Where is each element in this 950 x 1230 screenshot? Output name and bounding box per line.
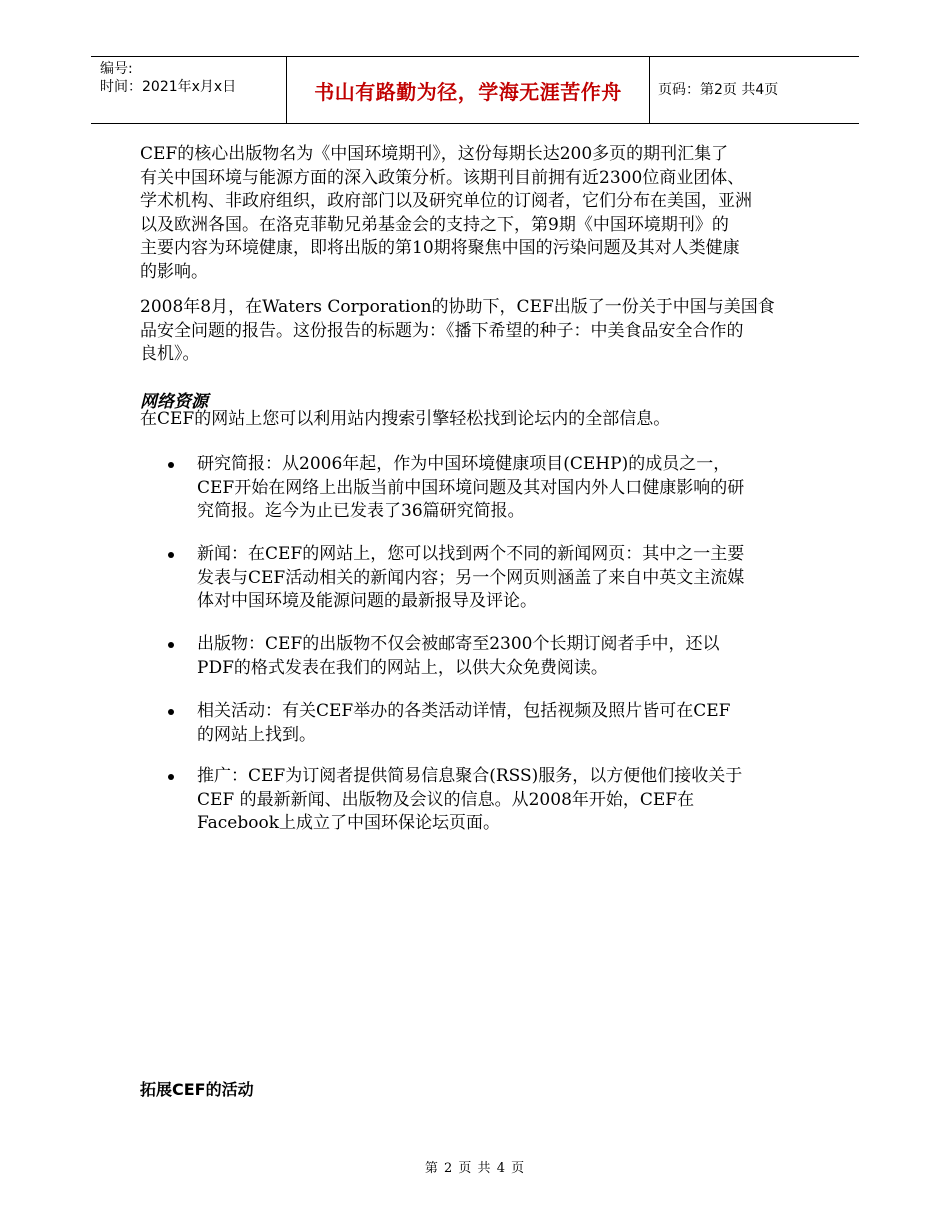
text-line: 品安全问题的报告。这份报告的标题为：《播下希望的种子：中美食品安全合作的 [140,320,744,341]
text-line: Facebook上成立了中国环保论坛页面。 [197,813,501,833]
header-motto: 书山有路勤为径，学海无涯苦作舟 [314,79,622,104]
list-item-text [197,453,817,524]
text-line: CEF的核心出版物名为《中国环境期刊》，这份每期长达200多页的期刊汇集了 [140,144,729,164]
text-line: 以及欧洲各国。在洛克菲勒兄弟基金会的支持之下，第9期《中国环境期刊》的 [140,214,729,235]
text-line: CEF 的最新新闻、出版物及会议的信息。从2008年开始，CEF在 [197,789,695,810]
text-line: 研究简报：从2006年起，作为中国环境健康项目(CEHP)的成员之一， [197,454,731,474]
document-header [91,56,859,124]
section-intro: 在CEF的网站上您可以利用站内搜索引擎轻松找到论坛内的全部信息。 [140,409,671,429]
list-item-text [197,633,817,680]
header-meta-cell [91,57,286,123]
list-item-text [197,700,817,747]
text-line: 相关活动：有关CEF举办的各类活动详情，包括视频及照片皆可在CEF [197,701,731,721]
bullet-icon [168,774,174,780]
header-page-cell [650,57,859,123]
bullet-icon [168,709,174,715]
bullet-icon [168,552,174,558]
text-line: 究简报。迄今为止已发表了36篇研究简报。 [197,501,525,521]
text-line: 学术机构、非政府组织，政府部门以及研究单位的订阅者，它们分布在美国，亚洲 [140,191,752,211]
text-line: CEF开始在网络上出版当前中国环境问题及其对国内外人口健康影响的研 [197,477,745,498]
list-item-text [197,765,817,836]
section-title-web-resources: 网络资源 [140,392,208,412]
text-line: 良机》。 [140,344,200,364]
document-number-label: 编号: [100,61,133,77]
text-line: 发表与CEF活动相关的新闻内容；另一个网页则涵盖了来自中英文主流媒 [197,567,745,588]
text-line: 有关中国环境与能源方面的深入政策分析。该期刊目前拥有近2300位商业团体、 [140,167,745,188]
bullet-icon [168,642,174,648]
text-line: 的网站上找到。 [197,724,316,745]
text-line: 出版物：CEF的出版物不仅会被邮寄至2300个长期订阅者手中，还以 [197,634,720,654]
text-line: 体对中国环境及能源问题的最新报导及评论。 [197,591,537,611]
page-footer: 第 2 页 共 4 页 [424,1161,526,1176]
header-motto-cell [286,57,650,123]
section-title-expand-activities: 拓展CEF的活动 [140,1080,254,1099]
text-line: 主要内容为环境健康，即将出版的第10期将聚焦中国的污染问题及其对人类健康 [140,238,740,258]
text-line: 新闻：在CEF的网站上，您可以找到两个不同的新闻网页：其中之一主要 [197,544,745,564]
list-item-text [197,543,817,614]
paragraph-journal [140,143,820,284]
header-page-info: 页码：第2页 共4页 [658,82,779,98]
document-date: 时间：2021年x月x日 [100,79,237,95]
text-line: PDF的格式发表在我们的网站上，以供大众免费阅读。 [197,657,608,678]
bullet-icon [168,462,174,468]
text-line: 2008年8月，在Waters Corporation的协助下，CEF出版了一份关于中国与美国食 [140,297,775,317]
text-line: 推广：CEF为订阅者提供简易信息聚合(RSS)服务，以方便他们接收关于 [197,766,743,786]
text-line: 的影响。 [140,261,208,282]
paragraph-food-safety-report [140,296,820,367]
